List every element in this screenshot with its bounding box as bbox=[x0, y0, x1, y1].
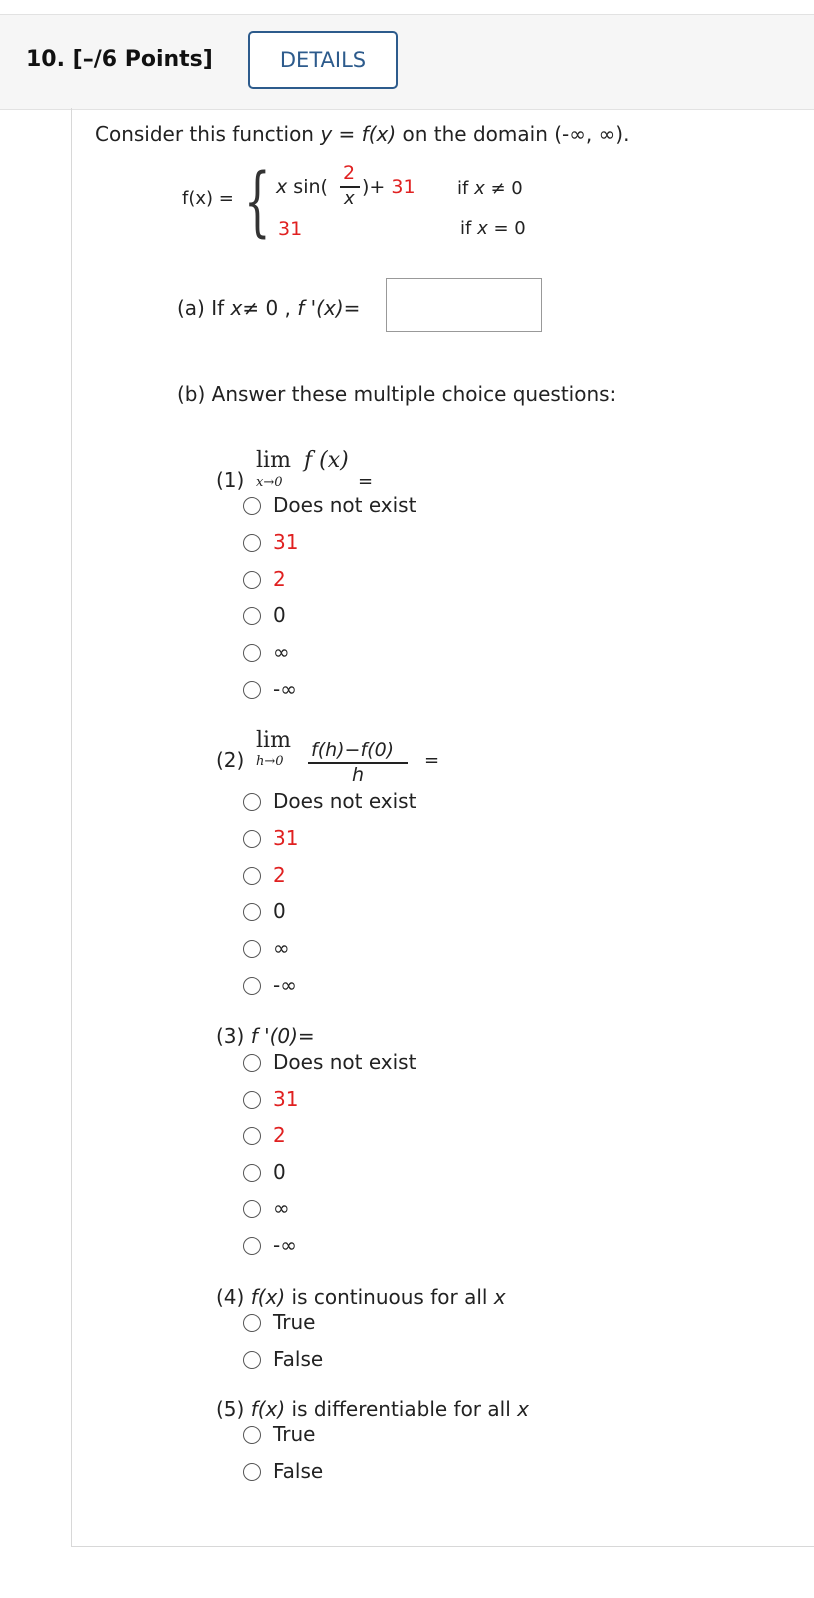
intro-text bbox=[95, 122, 629, 146]
q1-label: (1) bbox=[216, 468, 245, 492]
radio-button[interactable] bbox=[243, 571, 261, 589]
q1-lim: lim bbox=[256, 448, 291, 473]
option-label: True bbox=[273, 1310, 316, 1334]
radio-button[interactable] bbox=[243, 1314, 261, 1332]
radio-button[interactable] bbox=[243, 681, 261, 699]
q4-prompt: (4) f(x) is continuous for all x bbox=[216, 1285, 506, 1309]
case1-tail: )+ 31 bbox=[362, 176, 416, 198]
question-number: 10. bbox=[26, 47, 65, 72]
option-label: -∞ bbox=[273, 1233, 297, 1257]
part-a-prompt: (a) If x≠ 0 , f '(x)= bbox=[177, 296, 361, 320]
option-label: 0 bbox=[273, 899, 286, 924]
q2-lim-sub: h→0 bbox=[256, 754, 284, 769]
option-label: 0 bbox=[273, 1159, 286, 1184]
option-label: ∞ bbox=[273, 1196, 290, 1221]
option-label: True bbox=[273, 1422, 316, 1446]
q2-label: (2) bbox=[216, 748, 245, 772]
option-label: Does not exist bbox=[273, 1050, 417, 1074]
q3-prompt: (3) f '(0)= bbox=[216, 1024, 315, 1048]
radio-button[interactable] bbox=[243, 534, 261, 552]
case1-expression: x sin( bbox=[276, 176, 328, 198]
case1-frac-den: x bbox=[344, 188, 355, 209]
option-label: 2 bbox=[273, 566, 286, 591]
case1-condition: if x ≠ 0 bbox=[457, 178, 523, 199]
q1-lim-sub: x→0 bbox=[256, 475, 283, 490]
radio-button[interactable] bbox=[243, 1237, 261, 1255]
radio-button[interactable] bbox=[243, 1463, 261, 1481]
case2-value: 31 bbox=[278, 218, 303, 240]
option-label: 2 bbox=[273, 862, 286, 887]
radio-button[interactable] bbox=[243, 867, 261, 885]
radio-button[interactable] bbox=[243, 1091, 261, 1109]
radio-button[interactable] bbox=[243, 1164, 261, 1182]
radio-button[interactable] bbox=[243, 497, 261, 515]
intro-before: Consider this function bbox=[95, 122, 321, 146]
intro-eq: = bbox=[332, 122, 362, 146]
option-label: Does not exist bbox=[273, 493, 417, 517]
intro-after: on the domain (-∞, ∞). bbox=[396, 122, 630, 146]
option-label: 31 bbox=[273, 1086, 299, 1111]
option-label: 0 bbox=[273, 603, 286, 628]
q2-denominator: h bbox=[352, 764, 365, 786]
option-label: False bbox=[273, 1347, 324, 1371]
radio-button[interactable] bbox=[243, 1426, 261, 1444]
radio-button[interactable] bbox=[243, 830, 261, 848]
option-label: ∞ bbox=[273, 640, 290, 665]
q1-expr: f (x) bbox=[304, 448, 349, 473]
option-label: 31 bbox=[273, 529, 299, 554]
piecewise-brace-icon: { bbox=[244, 156, 271, 245]
q2-eq: = bbox=[424, 750, 440, 771]
part-a-answer-input[interactable] bbox=[386, 278, 542, 332]
option-label: 2 bbox=[273, 1123, 286, 1148]
case1-frac-num: 2 bbox=[343, 162, 356, 184]
option-label: 31 bbox=[273, 825, 299, 850]
question-points: [–/6 Points] bbox=[72, 47, 213, 72]
q5-prompt: (5) f(x) is differentiable for all x bbox=[216, 1397, 529, 1421]
question-title bbox=[26, 47, 213, 72]
q2-lim: lim bbox=[256, 728, 291, 753]
option-label: ∞ bbox=[273, 936, 290, 961]
q1-eq: = bbox=[358, 471, 374, 492]
intro-fx: f(x) bbox=[361, 122, 397, 146]
radio-button[interactable] bbox=[243, 1351, 261, 1369]
part-b-title: (b) Answer these multiple choice questions: bbox=[177, 382, 617, 406]
case2-condition: if x = 0 bbox=[460, 218, 526, 239]
option-label: -∞ bbox=[273, 677, 297, 701]
intro-y: y bbox=[320, 122, 333, 146]
option-label: False bbox=[273, 1459, 324, 1483]
radio-button[interactable] bbox=[243, 793, 261, 811]
details-button[interactable]: DETAILS bbox=[248, 31, 398, 89]
option-label: Does not exist bbox=[273, 789, 417, 813]
radio-button[interactable] bbox=[243, 977, 261, 995]
radio-button[interactable] bbox=[243, 1054, 261, 1072]
option-label: -∞ bbox=[273, 973, 297, 997]
q2-numerator: f(h)−f(0) bbox=[311, 739, 395, 761]
function-lhs: f(x) = bbox=[182, 188, 234, 209]
